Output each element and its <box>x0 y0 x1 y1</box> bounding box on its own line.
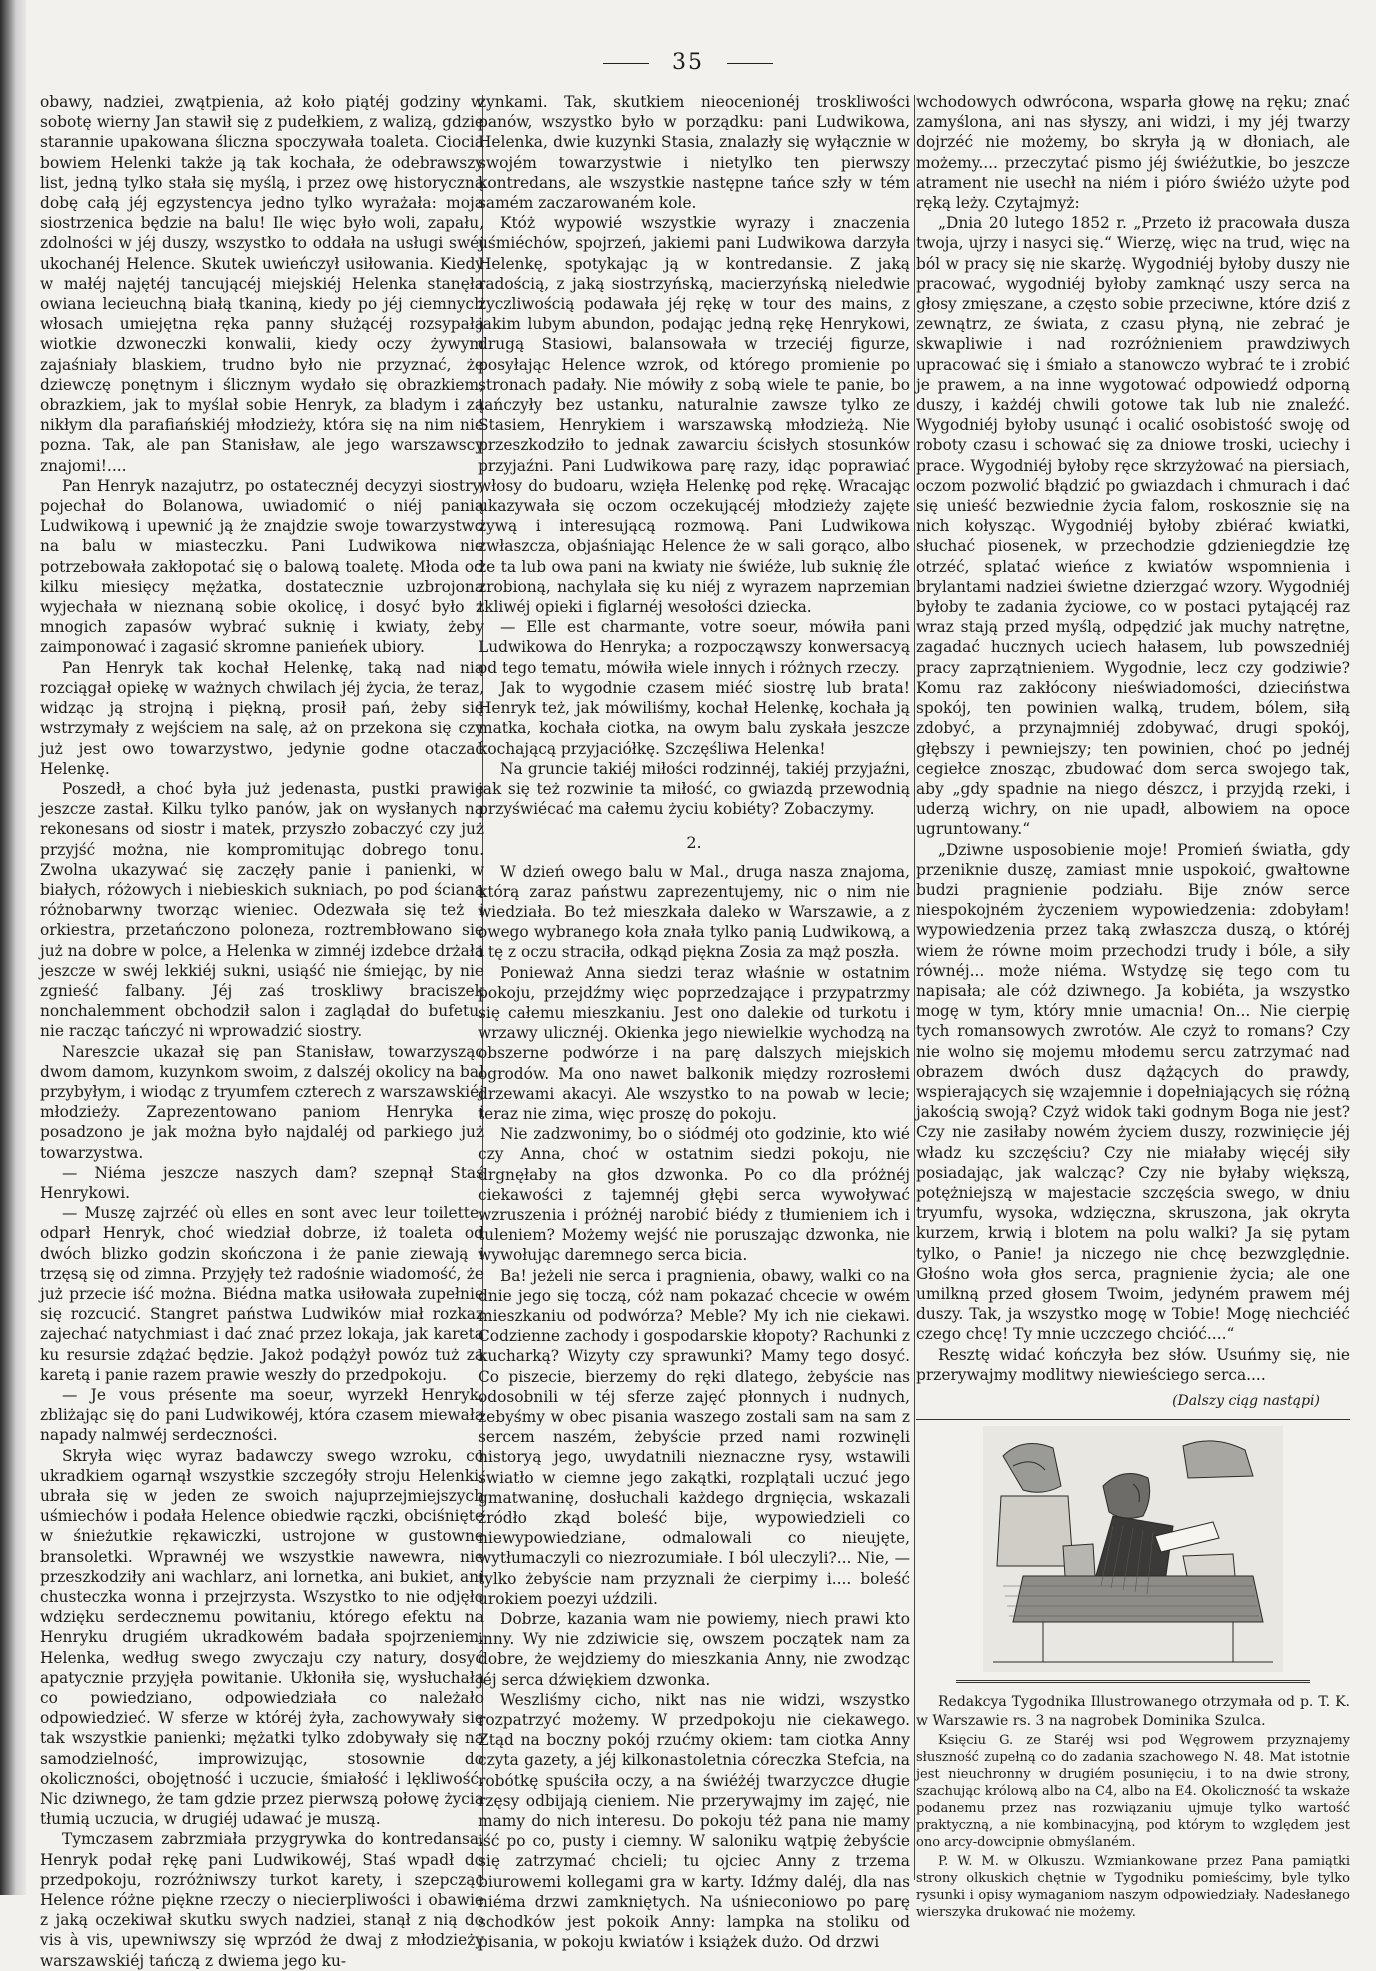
paragraph: Pan Henryk tak kochał Helenkę, taką nad nią rozciągał opiekę w ważnych chwilach jéj życia, że teraz, widząc ją strojną i piękną, prosił pań, żeby się wstrzymały z wejściem na salę, aż on przekona się czy już jest owo towarzystwo, jedynie godne otaczać Helenkę. <box>40 658 484 778</box>
paragraph: — Elle est charmante, votre soeur, mówiła pani Ludwikowa do Henryka; a rozpocząwszy konwersacyą od tego tematu, mówiła wiele innych i różnych rzeczy. <box>478 618 910 677</box>
paragraph: Skryła więc wyraz badawczy swego wzroku, co ukradkiem ogarnął wszystkie szczegóły stroju Helenki, ubrała się w jeden ze swoich najuprzejmiejszych uśmiechów i podała Helence obiedwie rączki, obciśnięte w śnieżutkie rękawiczki, ustrojone w gustowne bransoletki. Wprawnéj we wszystkie nawewra, nie przeszkodziły ani wachlarz, ani lornetka, ani bukiet, ani chusteczka wonna i przejrzysta. Wszystko to nie odjęło wdzięku serdecznemu powitaniu, którego efektu na Henryku drugiém ukradkowém badała spojrzeniem. Helenka, według swego zwyczaju czy natury, dosyć apatycznie przyjęła powitanie. Ukłoniła się, wysłuchała co powiedziano, odpowiedziała co należało odpowiedzieć. W sferze w któréj żyła, zachowywały się tak wszystkie panienki; mężatki tylko zdobywały się na samodzielność, improwizując, stosownie do okoliczności, obojętność i uczucie, śmiałość i lękliwość. Nic dziwnego, że tam gdzie przez pierwszą połowę życia tłumią uczucia, w drugiéj udawać je muszą. <box>40 1446 484 1829</box>
paragraph: Tymczasem zabrzmiała przygrywka do kontredansa. Henryk podał rękę pani Ludwikowéj, Staś wpadł do przedpokoju, rozróżniwszy turkot karety, i szepcząc Helence różne piękne rzeczy o niecierpliwości i obawie z jaką oczekiwał skutku swych nadziei, stanął z nią do vis à vis, upewniwszy się wprzód że dwaj z młodzieży warszawskiéj tańczą z dwiema jego ku- <box>40 1830 484 1970</box>
paragraph: Dobrze, kazania wam nie powiemy, niech prawi kto inny. Wy nie zdziwicie się, owszem początek nam za dobre, że wejdziemy do mieszkania Anny, nie zwodząc jéj serca dźwiękiem dzwonka. <box>478 1610 910 1689</box>
page-header <box>0 50 1376 75</box>
notice-paragraph: P. W. M. w Olkuszu. Wzmiankowane przez Pana pamiątki strony olkuskich chętnie w Tygodniku pomieścimy, byle tylko rysunki i opisy wymaganiom naszym odpowiedziały. Nadesłanego wierszyka drukować nie możemy. <box>916 1854 1350 1921</box>
paragraph: zynkami. Tak, skutkiem nieocenionéj troskliwości panów, wszystko było w porządku: pani Ludwikowa, Helenka, dwie kuzynki Stasia, znalazły się wyłącznie w swojém towarzystwie i nietylko ten pierwszy kontredans, ale wszystkie następne tańce szły w tém samém zaczarowaném kole. <box>478 93 910 213</box>
paragraph: „Dziwne usposobienie moje! Promień światła, gdy przeniknie duszę, zamiast mnie uspokoić, gwałtowne budzi pragnienie podziału. Bije znów serce niespokojném życzeniem wypowiedzenia: zdobyłam! wypowiedzenia przez taką zwłaszcza duszą, o któréj wiem że równe moim przechodzi trudy i bóle, a siły równéj... może niéma. Wstydzę się tego com tu napisała; ale cóż dziwnego. Ja kobiéta, ja wszystko mogę w tym, który mnie umacnia! On... Nie cierpię tych romansowych zwrotów. Ale czyż to romans? Czy nie wolno się mojemu młodemu sercu zatrzymać nad obrazem dwóch dusz dążących do prawdy, wspierających się wzajemnie i dopełniających się różną jakością swoją? Czyż widok taki godnym Boga nie jest? Czy nie zasiłaby nowém życiem duszy, rozwinięcie jéj władz ku szczęściu? Czy nie miałaby więcéj siły posiadając, jak walcząc? Czy nie byłaby większą, potężniejszą w majestacie szczęścia swego, w dniu tryumfu, wysoka, wdzięczna, skruszona, jak okryta kurzem, krwią i blotem na polu walki? Ja się pytam tylko, o Panie! ja niczego nie chcę bezwzględnie. Głośno woła głos serca, pragnienie życia; ale one umilkną przed głosem Twoim, jedyném prawem méj duszy. Tak, ja wszystko mogę w Tobie! Mogę niechciéć czego chcę! Ty mnie uczczego chcióć....“ <box>916 840 1350 1344</box>
notice-paragraph: Redakcya Tygodnika Illustrowanego otrzymała od p. T. K. w Warszawie rs. 3 na nagrobek Dominika Szulca. <box>916 1694 1350 1729</box>
paragraph: wchodowych odwrócona, wsparła głowę na ręku; znać zamyślona, ani nas słyszy, ani widzi, i my jéj twarzy dojrzéć nie możemy, bo skryła ją w dłoniach, ale możemy.... przeczytać pismo jéj świéżutkie, bo jeszcze atrament nie usechł na niém i pióro świéżo użyte pod ręką leży. Czytajmyż: <box>916 93 1350 213</box>
paragraph: — Muszę zajrzéć où elles en sont avec leur toilette, odparł Henryk, choć wiedział dobrze, iż toaleta od dwóch blizko godzin skończona i że panie ziewają i trzęsą się od zimna. Przyjęły też radośnie wiadomość, że już przecie iść można. Biédna matka usiłowała zupełnie się rozcucić. Stangret państwa Ludwików miał rozkaz zajechać natychmiast i dać znać przez lokaja, jak kareta ku resursie zdążać będzie. Jakoż podążył powóz tuż za karetą i panie razem prawie weszły do przedpokoju. <box>40 1204 484 1384</box>
notice-paragraph: Księciu G. ze Staréj wsi pod Węgrowem przyznajemy słuszność zupełną co do zadania szachowego N. 48. Mat istotnie jest nieuchronny w drugiém posunięciu, i to na dwie strony, szachując królową albo na C4, albo na E4. Okoliczność ta wskaże podanemu przez nas rozwiązaniu ujmuje tylko wartość praktyczną, a nie kombinacyjną, pod którym to względem jest ono arcy-dowcipnie obmyślaném. <box>916 1733 1350 1851</box>
paragraph: Weszliśmy cicho, nikt nas nie widzi, wszystko rozpatrzyć możemy. W przedpokoju nie ciekawego. Ztąd na boczny pokój rzućmy okiem: tam ciotka Anny czyta gazety, a jéj kilkonastoletnia córeczka Stefcia, na robótkę spuściła oczy, a na świéżéj twarzyczce długie rzęsy odbijają cieniem. Nie przerywajmy im zajęć, nie mamy do nich interesu. Do pokoju téż pana nie mamy iść po co, pusty i ciemny. W saloniku wątpię żebyście się zatrzymać chcieli; tu ojciec Anny z trzema biurowemi kollegami gra w karty. Idźmy daléj, dla nas niéma drzwi zamkniętych. Na uśnieconiowo po parę schodków jest pokoik Anny: lampka na stoliku od pisania, w pokoju kwiatów i książek dużo. Od drzwi <box>478 1690 910 1952</box>
notices-section <box>916 1693 1350 1921</box>
paragraph: obawy, nadziei, zwątpienia, aż koło piątéj godziny w sobotę wierny Jan stawił się z pudełkiem, z walizą, gdzie starannie upakowana śliczna spoczywała toaleta. Ciocia bowiem Helenki także ją tak kochała, że odebrawszy list, jedną tylko stała się myślą, i przez owę historyczną dobę całą jéj egzystencya jedno tylko wyrażała: moja siostrzenica będzie na balu! Ile więc było woli, zapału, zdolności w jéj duszy, wszystko to oddała na usługi swéj ukochanéj Helence. Skutek uwieńczył usiłowania. Kiedy w małéj najętéj tancującéj miejskiéj Helenka stanęła owiana lecieuchną białą tkaniną, kiedy po jéj ciemnych włosach umiejętna ręka panny służącéj rozsypała wiotkie dzwoneczki konwalii, kiedy oczy żywym zajaśniały blaskiem, trudno było nie przyznać, że dziewczę ponętnym i ślicznym wydało się obrazkiem, obrazkiem, jak to myślał sobie Henryk, za bladym i zą nikłym dla parafiańskiéj młodzieży, która się na nim nie pozna. Tak, ale pan Stanisław, ale jego warszawscy znajomi!.... <box>40 93 484 475</box>
paragraph: — Je vous présente ma soeur, wyrzekł Henryk, zbliżając się do pani Ludwikowéj, która czasem miewała napady nalmwéj serdeczności. <box>40 1386 484 1445</box>
engraving-illustration <box>983 1426 1283 1672</box>
paragraph: Ponieważ Anna siedzi teraz właśnie w ostatnim pokoju, przejdźmy więc poprzedzające i przypatrzmy się całemu mieszkaniu. Jest ono dalekie od turkotu i wrzawy ulicznéj. Okienka jego niewielkie wychodzą na obszerne podwórze i na parę dalszych miejskich ogrodów. Ma ono nawet balkonik między rozrosłemi drzewami akacyi. Ale wszystko to na powab w lecie; teraz nie zima, więc proszę do pokoju. <box>478 963 910 1123</box>
divider-double <box>956 1680 1310 1683</box>
paragraph: W dzień owego balu w Mal., druga nasza znajoma, którą zaraz państwu zaprezentujemy, nic o nim nie wiedziała. Bo też mieszkała daleko w Warszawie, a z owego wybranego koła znała tylko panią Ludwikową, a i tę z oczu straciła, odkąd piękna Zosia za mąż poszła. <box>478 862 910 962</box>
paragraph: Poszedł, a choć była już jedenasta, pustki prawie jeszcze zastał. Kilku tylko panów, jak on wysłanych na rekonesans od siostr i matek, przyszło zobaczyć czy już przyjść można, nie kompromitując dobrego tonu. Zwolna ukazywać się zaczęły panie i panienki, w białych, różowych i niebieskich sukniach, po pod ścianą różnobarwny tworząc wieniec. Odezwała się też i orkiestra, przetańczono poloneza, roztrembłowano się już na dobre w polce, a Helenka w zimnéj izdebce drżała jeszcze w swéj lekkiéj sukni, usiąść nie śmiejąc, by nie zgnieść falbany. Jéj zaś troskliwy braciszek nonchalemment obchodził salon i zaglądał do bufetu, nie racząc tańczyć ni wprowadzić siostry. <box>40 779 484 1041</box>
text-column-2 <box>478 92 910 1952</box>
paragraph: Któż wypowié wszystkie wyrazy i znaczenia uśmiéchów, spojrzeń, jakiemi pani Ludwikowa darzyła Helenkę, spotykając ją w kontredansie. Z jaką radością, z jaką siostrzyńską, macierzyńską nieledwie życzliwością podawała jéj rękę w tour des mains, z jakim lubym abundon, podając jedną rękę Henrykowi, drugą Stasiowi, balansowała w trzeciéj figurze, posyłając Helence wzrok, od którego promienie po stronach padały. Nie mówiły z sobą wiele te panie, bo tańczyły bez ustanku, naturalnie zawsze tylko ze Stasiem, Henrykiem i warszawską młodzieżą. Nie przeszkodziło to jednak zawarciu ścisłych stosunków przyjaźni. Pani Ludwikowa parę razy, idąc poprawiać włosy do budoaru, wzięła Helenkę pod rękę. Wracając ukazywała się oczom oczekującéj młodzieży zajęte żywą i interesującą rozmową. Pani Ludwikowa zwłaszcza, objaśniając Helence że w sali gorąco, albo że ta lub owa pani na kwiaty nie świéże, lub suknię źle zrobioną, nachylała się ku niéj z wyrazem naprzemian tkliwéj opieki i figlarnéj wesołości dziecka. <box>478 214 910 617</box>
paragraph: „Dnia 20 lutego 1852 r. „Przeto iż pracowała dusza twoja, ujrzy i nasyci się.“ Wierzę, więc na trud, więc na ból w pracy się nie skarżę. Wygodniéj byłoby duszy nie pracować, wygodniéj byłoby zamknąć uszy serca na głosy zmięszane, a często sobie przeciwne, które dziś z zewnątrz, ze świata, z czasu płyną, nie zebrać je skwapliwie i nad rozróżnieniem prawdziwych upracować się i śmiało a stanowczo wybrać te i zrobić je prawem, a na inne wygotować odpowiedź odporną duszy, i każdéj chwili gotowe tak lub nie znaleźć. Wygodniéj byłoby usunąć i ocalić osobistość swoję od roboty czasu i schować się za dniowe troski, uciechy i prace. Wygodniéj byłoby ręce skrzyżować na piersiach, oczom pozwolić błądzić po gwiazdach i chmurach i dać się unieść bezwiednie życia falom, roskosznie się na nich kołysząc. Wygodniéj byłoby zbiérać kwiatki, słuchać piosenek, w przechodzie gdzieniegdzie łzę otrzéć, splatać wieńce z kwiatów wspomnienia i brylantami nadziei świetne dzierzgać wzory. Wygodniéj byłoby te zadania życiowe, co w postaci pytającéj raz wraz stają przed myślą, odpędzić jak muchy natrętne, zagadać hucznych uciech hałasem, lub powszedniéj pracy zaprzątnieniem. Wygodnie, lecz czy godziwie? Komu raz zakłócony nieświadomości, dzieciństwa spokój, ten powinien walką, trudem, bólem, siłą zdobyć, a przynajmniéj zdobywać, drugi spokój, głębszy i pewniejszy; ten powinien, choć po jednéj cegiełce znosząc, zbudować dom serca swojego tak, aby „gdy spadnie na niego dészcz, i przyjdą rzeki, i uderzą wichry, on nie upadł, albowiem na opoce ugruntowany.“ <box>916 214 1350 839</box>
page-number: 35 <box>672 50 704 75</box>
divider <box>916 1419 1350 1420</box>
engraving-man-at-desk-icon <box>983 1426 1283 1672</box>
paragraph: Na gruncie takiéj miłości rodzinnéj, takiéj przyjaźni, jak się też rozwinie ta miłość, co gwiazdą przewodnią przyświécać ma całemu życiu kobiéty? Zobaczymy. <box>478 759 910 819</box>
continued-note: (Dalszy ciąg nastąpi) <box>1172 1393 1320 1409</box>
header-dash-right <box>727 63 773 64</box>
paragraph: Nie zadzwonimy, bo o siódméj oto godzinie, kto wié czy Anna, choć w ostatnim siedzi pokoju, nie drgnęłaby na głos dzwonka. Po co dla próżnéj ciekawości z tajemnéj głębi serca wywoływać wzruszenia i próżnéj narobić biédy z tłumieniem ich i tuleniem? Możemy wejść nie poruszając dzwonka, nie wywołując daremnego serca bicia. <box>478 1125 910 1265</box>
paragraph: Resztę widać kończyła bez słów. Usuńmy się, nie przerywajmy modlitwy niewieściego serca.... <box>916 1345 1350 1384</box>
section-number: 2. <box>686 833 702 853</box>
header-dash-left <box>603 63 649 64</box>
paragraph: Nareszcie ukazał się pan Stanisław, towarzysząc dwom damom, kuzynkom swoim, z dalszéj okolicy na bal przybyłym, i wiodąc z tryumfem czterech z warszawskiéj młodzieży. Zaprezentowano paniom Henryka i posadzono je jak można było najdaléj od parkiego już towarzystwa. <box>40 1042 484 1162</box>
column-rule-2 <box>914 95 915 1880</box>
paragraph: — Niéma jeszcze naszych dam? szepnął Staś Henrykowi. <box>40 1163 484 1202</box>
text-column-3 <box>916 92 1350 1921</box>
paragraph: Ba! jeżeli nie serca i pragnienia, obawy, walki co na dnie jego się toczą, cóż nam pokazać chcecie w owém mieszkaniu od podwórza? Meble? My ich nie ciekawi. Codzienne zachody i gospodarskie kłopoty? Rachunki z kucharką? Wizyty czy sprawunki? Mamy tego dosyć. Co piszecie, bierzemy do ręki dlatego, żebyście nas odosobnili w téj sferze zajęć płonnych i nudnych, żebyśmy w obec pisania waszego zostali sam na sam z sercem naszém, żebyście przed nami rozwinęli historyą jego, uwydatnili nieznaczne rysy, wstawili światło w ciemne jego zakątki, rozplątali uczuć jego gmatwaninę, dosłuchali każdego drgnięcia, wskazali źródło zkąd boleść bije, wypowiedzieli co niewypowiedziane, odmalowali co nieujęte, wytłumaczyli co niezrozumiałe. I ból uleczyli?... Nie, — tylko żebyście nam przyznali że cierpimy i.... boleść urokiem poezyi uździli. <box>478 1266 910 1608</box>
paragraph: Jak to wygodnie czasem miéć siostrę lub brata! Henryk też, jak mówiliśmy, kochał Helenkę, kochała ją matka, kochała ciotka, na owym balu zyskała jeszcze kochającą przyjaciółkę. Szczęśliwa Helenka! <box>478 678 910 758</box>
page-binding-edge <box>0 0 26 1895</box>
text-column-1 <box>40 92 484 1970</box>
paragraph: Pan Henryk nazajutrz, po ostatecznéj decyzyi siostry, pojechał do Bolanowa, uwiadomić o niéj panią Ludwikową i upewnić ją że znajdzie swoje towarzystwo na balu w miasteczku. Pani Ludwikowa nie potrzebowała zakłopotać się o balową toaletę. Młoda od kilku miesięcy mężatka, dostatecznie uzbrojona wyjechała w nieznaną sobie okolicę, i dosyć było z mnogich zapasów wybrać suknię i kwiaty, żeby zaimponować i zagasić skromne panieńek ubiory. <box>40 476 484 657</box>
